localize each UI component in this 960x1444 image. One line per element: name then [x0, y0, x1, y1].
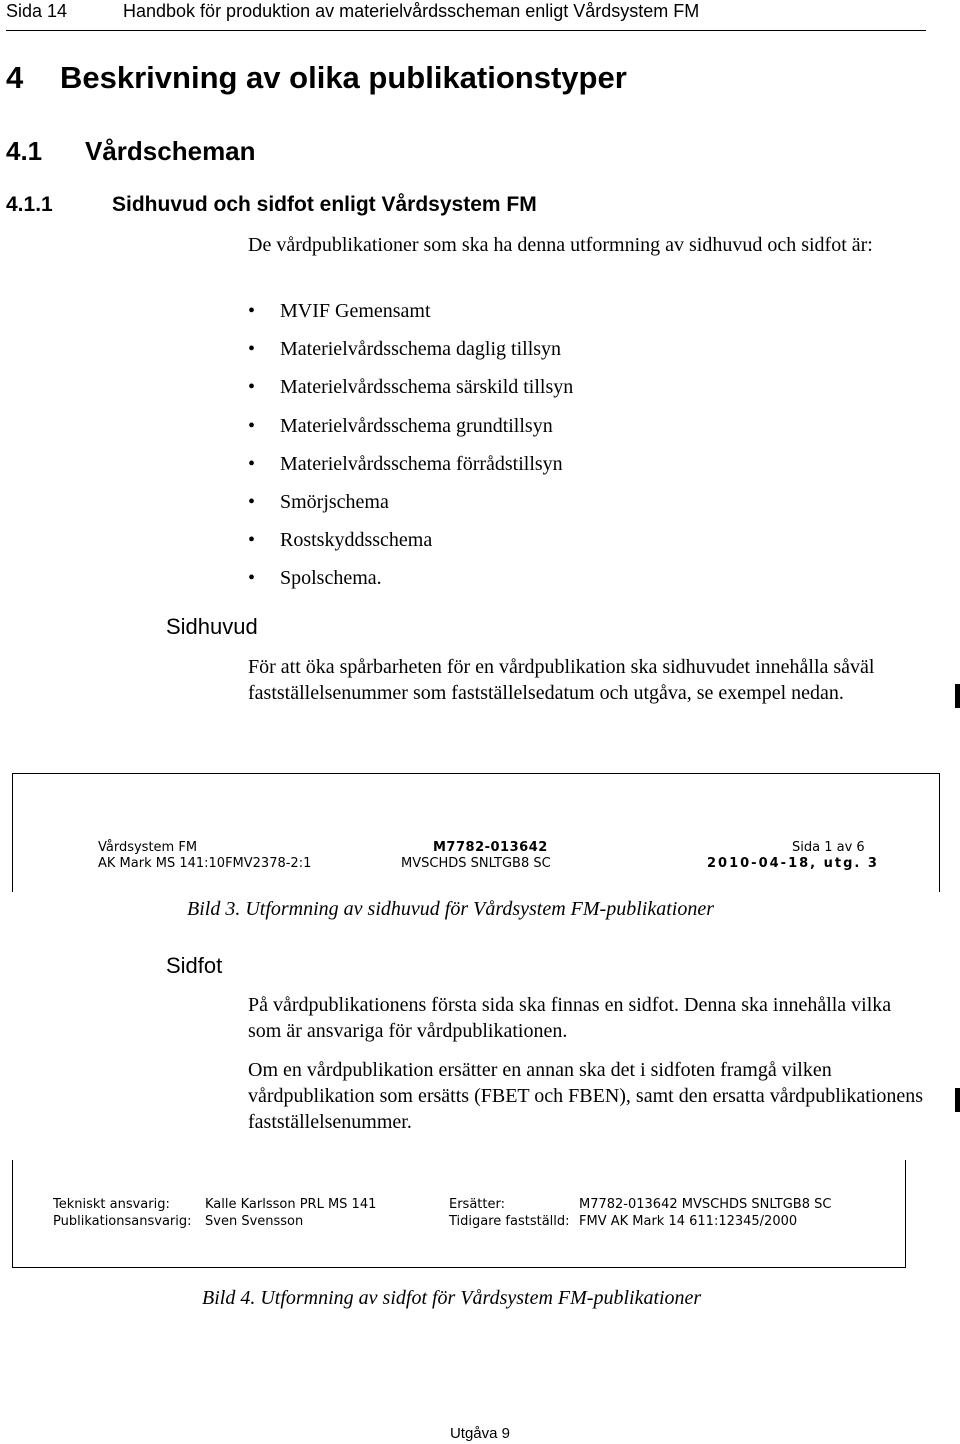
- subsection-title: Sidhuvud och sidfot enligt Vårdsystem FM: [112, 193, 537, 216]
- change-bar: [955, 684, 960, 708]
- fig4-row1-value2: M7782-013642 MVSCHDS SNLTGB8 SC: [579, 1197, 832, 1212]
- edition-footer: Utgåva 9: [449, 1425, 511, 1442]
- fig4-row1-label1: Tekniskt ansvarig:: [53, 1197, 170, 1212]
- subsection-number: 4.1.1: [6, 193, 53, 216]
- section-number: 4.1: [6, 136, 43, 166]
- subsection-heading: [6, 193, 537, 217]
- list-item: • MVIF Gemensamt: [248, 298, 573, 336]
- chapter-title: Beskrivning av olika publikationstyper: [60, 60, 627, 95]
- list-item: • Materielvårdsschema daglig tillsyn: [248, 336, 573, 374]
- page-number: Sida 14: [6, 1, 68, 21]
- intro-paragraph: De vårdpublikationer som ska ha denna utformning av sidhuvud och sidfot är:: [248, 234, 873, 256]
- sidhuvud-label: Sidhuvud: [166, 614, 258, 639]
- section-heading: [6, 136, 256, 167]
- list-item: • Materielvårdsschema förrådstillsyn: [248, 451, 573, 489]
- fig3-center-line1: M7782-013642: [433, 840, 548, 855]
- fig4-row2-value1: Sven Svensson: [205, 1214, 304, 1229]
- running-header: [6, 0, 926, 31]
- footer-example-figure: [12, 1160, 906, 1268]
- sidfot-paragraph-2: Om en vårdpublikation ersätter en annan ska det i sidfoten framgå vilken vårdpublikation som ersätts (FBET och FBEN), samt den ersatta vårdpublikationens fastställelsenummer.: [248, 1059, 924, 1133]
- fig3-right-line1: Sida 1 av 6: [792, 840, 865, 855]
- header-title: Handbok för produktion av materielvårdsscheman enligt Vårdsystem FM: [123, 1, 700, 21]
- list-item: • Spolschema.: [248, 565, 573, 603]
- chapter-heading: [6, 60, 627, 96]
- sidhuvud-paragraph: För att öka spårbarheten för en vårdpublikation ska sidhuvudet innehålla såväl fastställelsenummer som fastställelsedatum och utgåva, se exempel nedan.: [248, 656, 875, 704]
- list-item: • Materielvårdsschema särskild tillsyn: [248, 374, 573, 412]
- fig4-row2-value2: FMV AK Mark 14 611:12345/2000: [579, 1214, 798, 1229]
- publication-type-list: [248, 298, 573, 604]
- fig4-row1-label2: Ersätter:: [449, 1197, 505, 1212]
- section-title: Vårdscheman: [85, 136, 256, 166]
- list-item: • Rostskyddsschema: [248, 527, 573, 565]
- fig3-left-line2: AK Mark MS 141:10FMV2378-2:1: [98, 856, 312, 871]
- header-example-figure: [12, 773, 940, 892]
- fig4-row2-label1: Publikationsansvarig:: [53, 1214, 192, 1229]
- figure3-caption: Bild 3. Utformning av sidhuvud för Vårdsystem FM-publikationer: [187, 898, 714, 920]
- figure4-caption: Bild 4. Utformning av sidfot för Vårdsystem FM-publikationer: [202, 1287, 702, 1309]
- chapter-number: 4: [6, 60, 24, 95]
- fig3-left-line1: Vårdsystem FM: [98, 840, 198, 855]
- fig4-row2-label2: Tidigare fastställd:: [449, 1214, 570, 1229]
- fig3-center-line2: MVSCHDS SNLTGB8 SC: [401, 856, 551, 871]
- list-item: • Materielvårdsschema grundtillsyn: [248, 413, 573, 451]
- fig4-row1-value1: Kalle Karlsson PRL MS 141: [205, 1197, 377, 1212]
- list-item: • Smörjschema: [248, 489, 573, 527]
- sidfot-paragraph-1: På vårdpublikationens första sida ska finnas en sidfot. Denna ska innehålla vilka som är ansvariga för vårdpublikationen.: [248, 994, 892, 1042]
- sidfot-label: Sidfot: [166, 953, 223, 978]
- change-bar: [955, 1088, 960, 1112]
- fig3-right-line2: 2010-04-18, utg. 3: [707, 856, 879, 871]
